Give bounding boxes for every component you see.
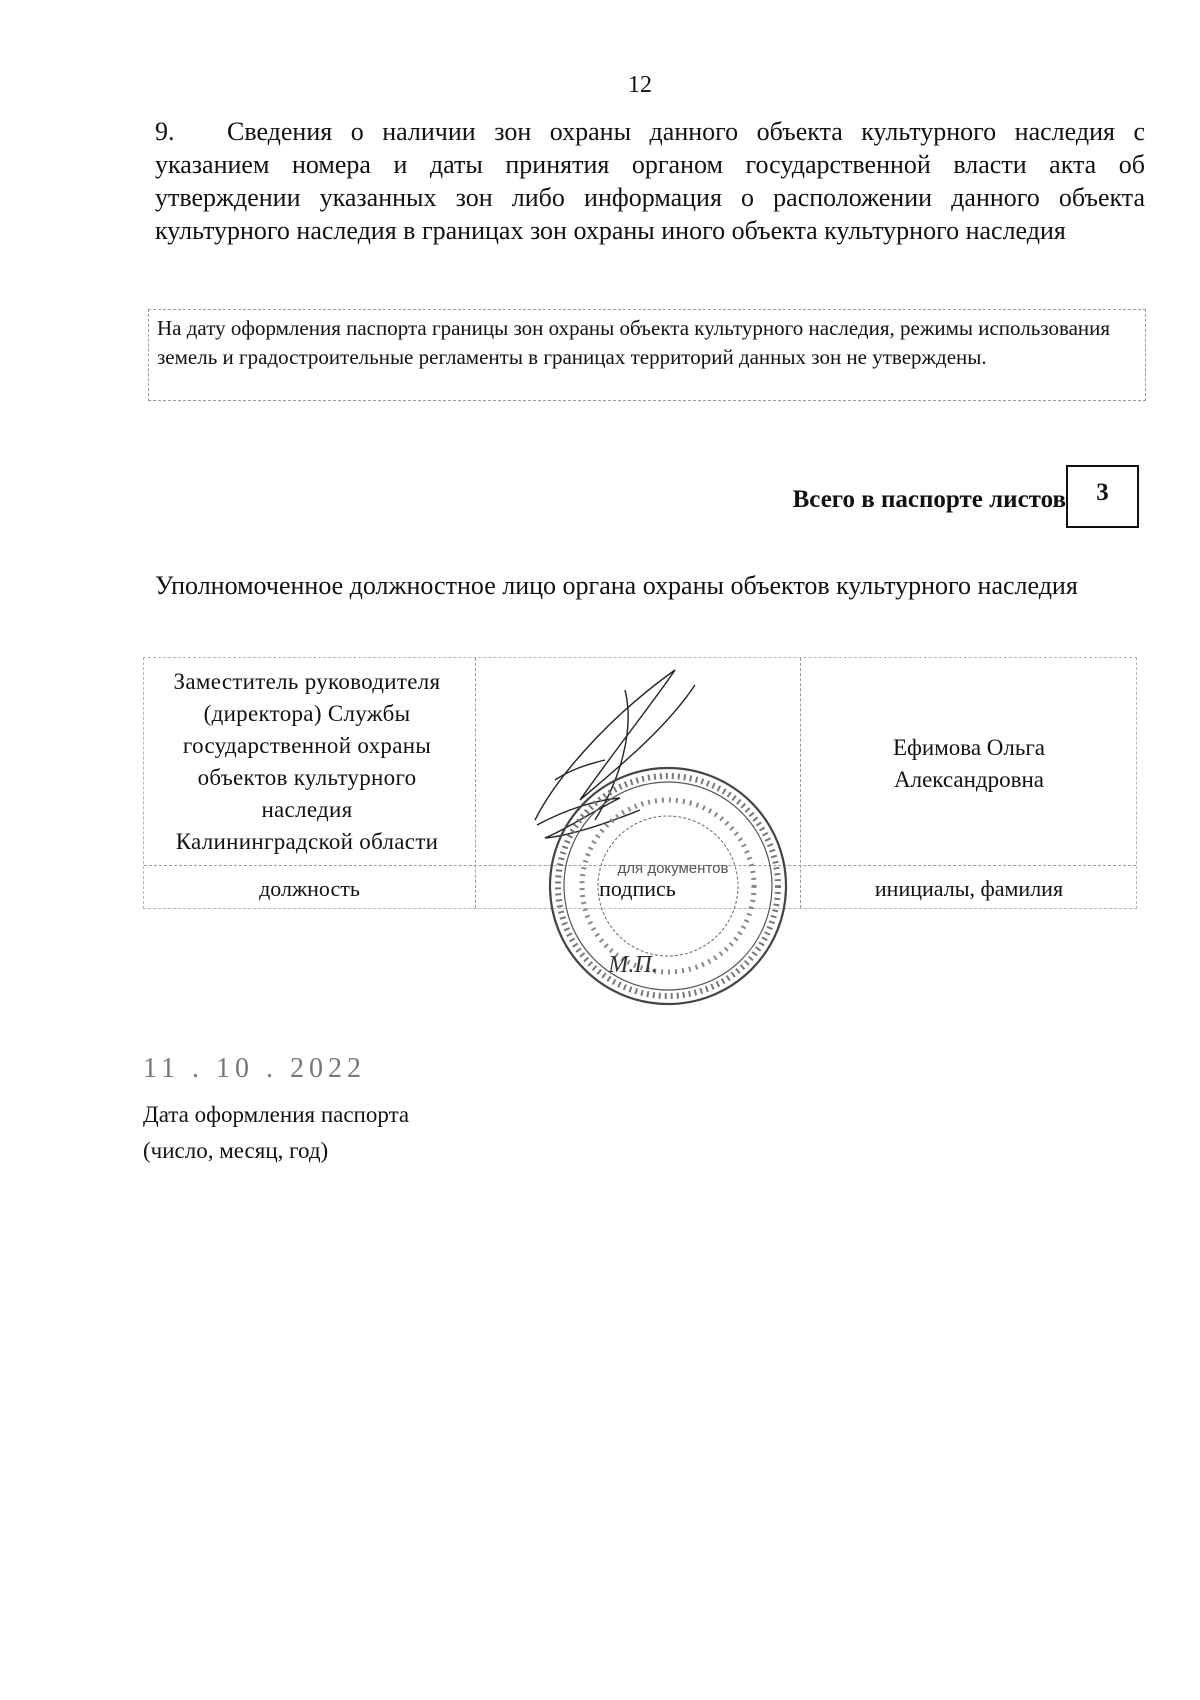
- stamp-center-text: для документов: [617, 860, 729, 877]
- position-line: (директора) Службы: [203, 701, 411, 726]
- name-line: Ефимова Ольга: [892, 735, 1046, 760]
- round-stamp: [550, 768, 786, 1004]
- section-number: 9.: [155, 117, 175, 146]
- caption-signature: подпись: [599, 876, 676, 901]
- date-label-line: Дата оформления паспорта: [143, 1102, 410, 1127]
- total-sheets-label: Всего в паспорте листов: [792, 486, 1066, 513]
- name-line: Александровна: [894, 767, 1044, 792]
- position-line: объектов культурного: [197, 765, 417, 790]
- section-9: [155, 115, 1145, 247]
- page-number: 12: [628, 72, 652, 98]
- caption-position: должность: [259, 876, 360, 901]
- position-cell: [152, 666, 462, 858]
- official-heading: Уполномоченное должностное лицо органа охраны объектов культурного наследия: [155, 571, 1078, 600]
- stamp-and-signature: [525, 660, 825, 1010]
- date-label-line: (число, месяц, год): [143, 1138, 329, 1163]
- stamp-mp-label: М.П.: [608, 952, 658, 978]
- table-divider: [475, 658, 476, 908]
- issue-date-label: [143, 1097, 409, 1169]
- name-cell: [804, 732, 1134, 796]
- position-line: наследия: [261, 797, 353, 822]
- position-line: государственной охраны: [182, 733, 432, 758]
- issue-date: 11 . 10 . 2022: [143, 1053, 366, 1084]
- position-line: Заместитель руководителя: [173, 669, 441, 694]
- caption-name: инициалы, фамилия: [874, 876, 1064, 901]
- signature-scribble: [535, 670, 695, 838]
- position-line: Калининградской области: [175, 829, 439, 854]
- zone-info-box: [148, 309, 1146, 401]
- section-title: Сведения о наличии зон охраны данного объекта культурного наследия с указанием номера и даты принятия органом государственной власти акта об утверждении указанных зон либо информация о расположении данного объекта культурного наследия в границах зон охраны иного объекта культурного наследия: [155, 117, 1145, 245]
- zone-info-text: На дату оформления паспорта границы зон охраны объекта культурного наследия, режимы использования земель и градостроительные регламенты в границах территорий данных зон не утверждены.: [157, 316, 1111, 369]
- total-sheets-value: 3: [1066, 465, 1139, 528]
